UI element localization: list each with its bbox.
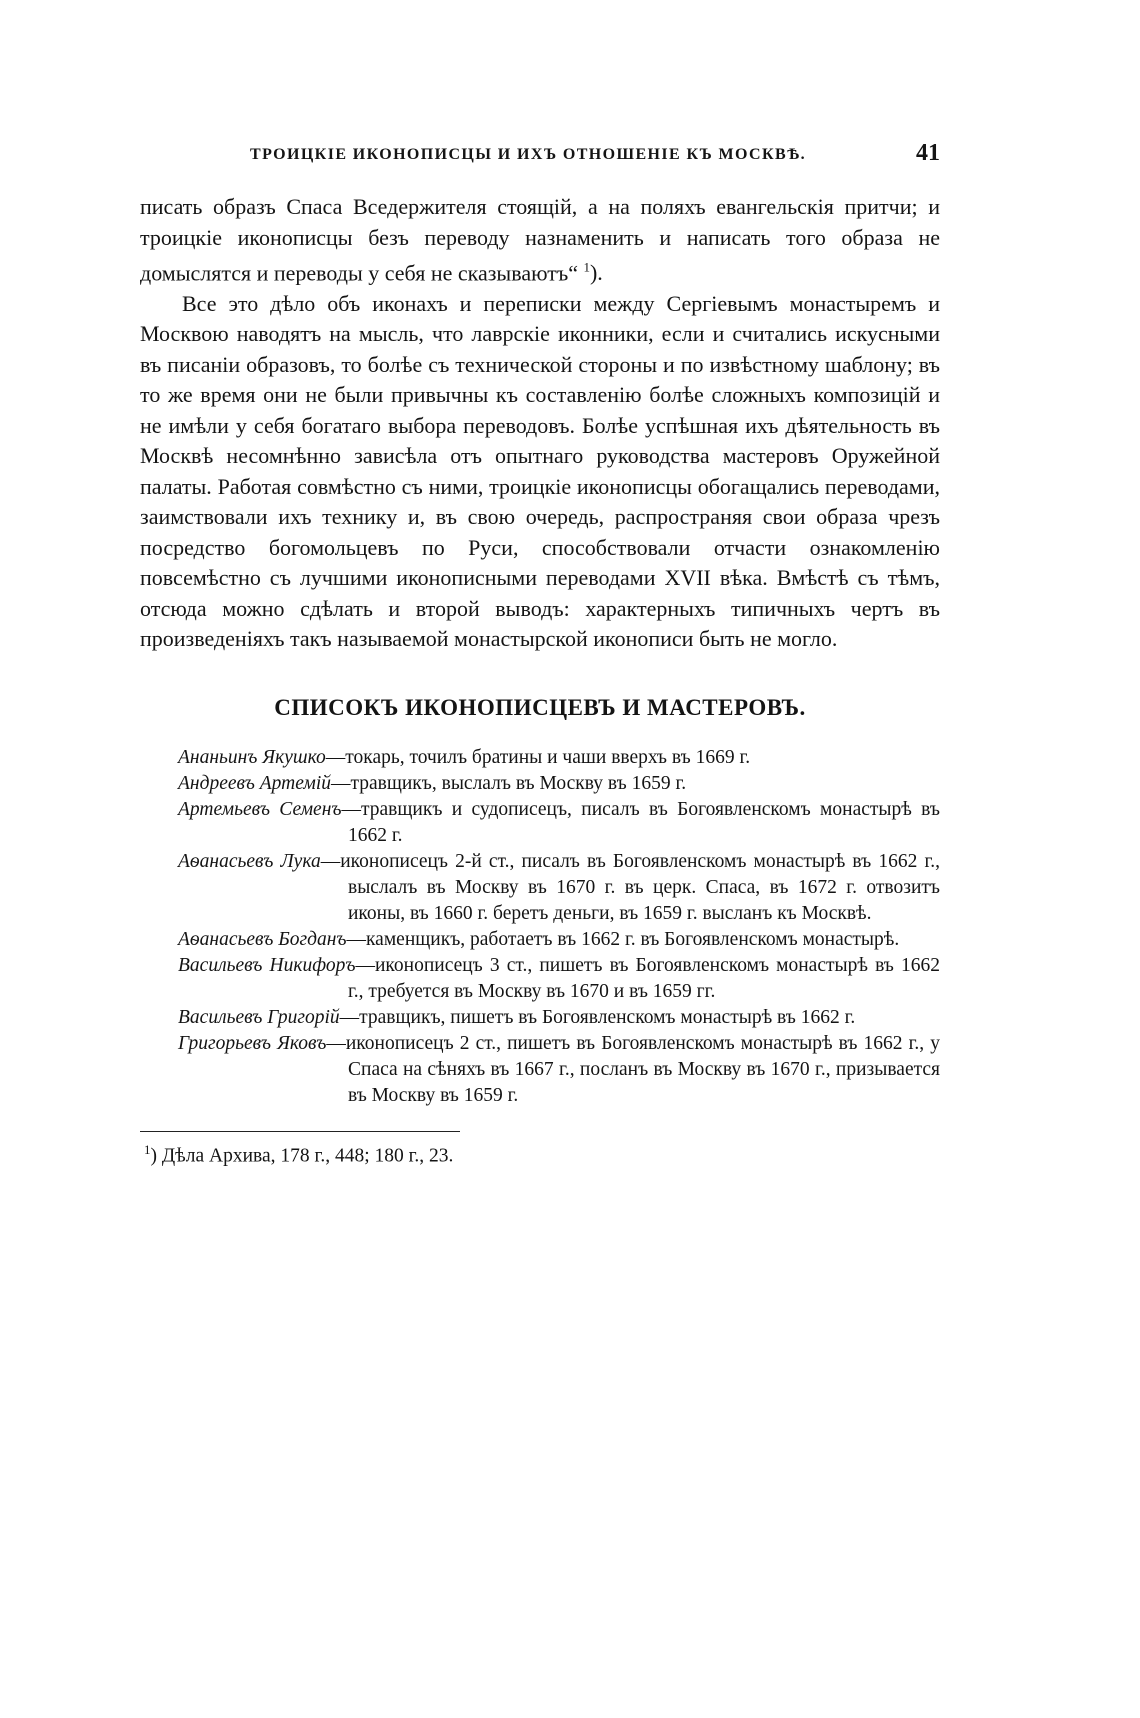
body-text: [140, 192, 940, 655]
entry-text: —каменщикъ, работаетъ въ 1662 г. въ Богоявленскомъ монастырѣ.: [346, 928, 900, 950]
entry-name: Ананьинъ Якушко: [178, 746, 326, 768]
footnote: [144, 1142, 940, 1168]
running-title: ТРОИЦКІЕ ИКОНОПИСЦЫ И ИХЪ ОТНОШЕНІЕ КЪ МОСКВѢ.: [250, 146, 807, 163]
entry-text: —токарь, точилъ братины и чаши вверхъ въ 1669 г.: [325, 746, 751, 768]
entry-name: Аѳанасьевъ Богданъ: [178, 928, 347, 950]
footnote-divider: [140, 1131, 460, 1132]
list-item: [178, 797, 940, 849]
footnote-text: ) Дѣла Архива, 178 г., 448; 180 г., 23.: [150, 1145, 454, 1167]
list-item: [178, 927, 940, 953]
list-item: [178, 1005, 940, 1031]
page-header: [140, 140, 940, 180]
paragraph-1-text: писать образъ Спаса Вседержителя стоящій, а на поляхъ евангельскія притчи; и троицкіе иконописцы безъ переводу назнаменить и написать того образа не домыслятся и переводы у себя не сказываютъ“: [140, 194, 940, 286]
list-item: [178, 849, 940, 927]
page-number: 41: [916, 140, 940, 166]
entry-name: Аѳанасьевъ Лука: [178, 850, 321, 872]
entry-list: [140, 745, 940, 1109]
list-item: [178, 771, 940, 797]
entry-text: —травщикъ и судописецъ, писалъ въ Богоявленскомъ монастырѣ въ 1662 г.: [341, 798, 940, 846]
entry-name: Васильевъ Никифоръ: [178, 954, 356, 976]
entry-name: Андреевъ Артемій: [178, 772, 331, 794]
entry-text: —травщикъ, выслалъ въ Москву въ 1659 г.: [330, 772, 687, 794]
section-title: СПИСОКЪ ИКОНОПИСЦЕВЪ И МАСТЕРОВЪ.: [274, 694, 806, 720]
entry-text: —травщикъ, пишетъ въ Богоявленскомъ монастырѣ въ 1662 г.: [339, 1006, 856, 1028]
footnote-reference: $^1$).: [583, 260, 603, 286]
entry-name: Артемьевъ Семенъ: [178, 798, 342, 820]
entry-text: —иконописецъ 2 ст., пишетъ въ Богоявленскомъ монастырѣ въ 1662 г., у Спаса на сѣняхъ въ 1667 г., посланъ въ Москву въ 1670 г., призывается въ Москву въ 1659 г.: [326, 1032, 941, 1106]
footnote-mark: 1: [144, 1141, 151, 1157]
list-item: [178, 745, 940, 771]
entry-name: Григорьевъ Яковъ: [178, 1032, 327, 1054]
entry-name: Васильевъ Григорій: [178, 1006, 340, 1028]
entry-text: —иконописецъ 3 ст., пишетъ въ Богоявленскомъ монастырѣ въ 1662 г., требуется въ Москву въ 1670 и въ 1659 гг.: [348, 954, 941, 1002]
paragraph-1: [140, 192, 940, 289]
entry-text: —иконописецъ 2-й ст., писалъ въ Богоявленскомъ монастырѣ въ 1662 г., выслалъ въ Москву въ 1670 г. въ церк. Спаса, въ 1672 г. отвозитъ иконы, въ 1660 г. беретъ деньги, въ 1659 г. высланъ къ Москвѣ.: [320, 850, 941, 924]
book-page: [140, 140, 940, 1167]
list-item: [178, 953, 940, 1005]
list-item: [178, 1031, 940, 1109]
paragraph-2: Все это дѣло объ иконахъ и переписки между Сергіевымъ монастыремъ и Москвою наводятъ на мысль, что лаврскіе иконники, если и считались искусными въ писаніи образовъ, то болѣе съ технической стороны и по извѣстному шаблону; въ то же время они не были привычны къ составленію болѣе сложныхъ композицій и не имѣли у себя богатаго выбора переводовъ. Болѣе успѣшная ихъ дѣятельность въ Москвѣ несомнѣнно зависѣла отъ опытнаго руководства мастеровъ Оружейной палаты. Работая совмѣстно съ ними, троицкіе иконописцы обогащались переводами, заимствовали ихъ технику и, въ свою очередь, распространяя свои образа чрезъ посредство богомольцевъ по Руси, способствовали отчасти ознакомленію повсемѣстно съ лучшими иконописными переводами XVII вѣка. Вмѣстѣ съ тѣмъ, отсюда можно сдѣлать и второй выводъ: характерныхъ типичныхъ чертъ въ произведеніяхъ такъ называемой монастырской иконописи быть не могло.: [140, 290, 940, 652]
